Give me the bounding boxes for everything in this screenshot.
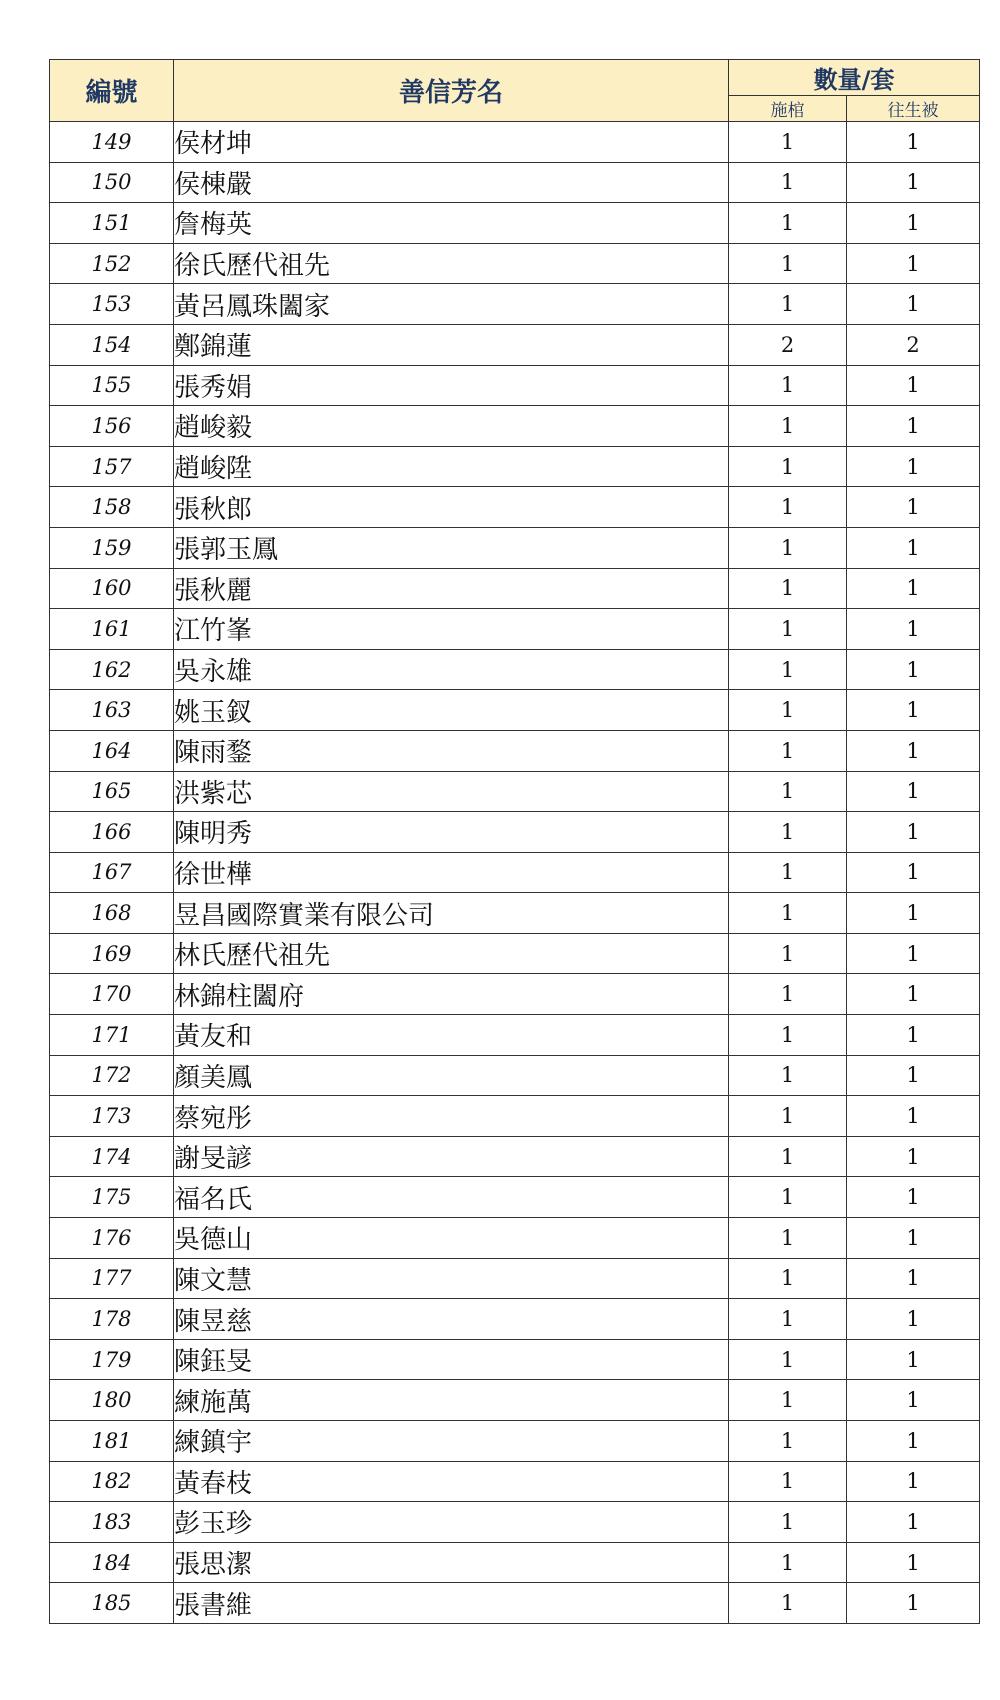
row-number: 151 (50, 203, 174, 244)
row-quilt-qty: 1 (847, 1055, 980, 1096)
row-quilt-qty: 1 (847, 933, 980, 974)
table-row (50, 812, 980, 853)
row-quilt-qty: 1 (847, 446, 980, 487)
row-name: 姚玉釵 (174, 690, 729, 731)
table-row (50, 690, 980, 731)
row-quilt-qty: 1 (847, 974, 980, 1015)
row-coffin-qty: 1 (729, 933, 847, 974)
row-quilt-qty: 1 (847, 609, 980, 650)
table-row (50, 933, 980, 974)
table-row (50, 1542, 980, 1583)
row-coffin-qty: 1 (729, 812, 847, 853)
header-quantity: 數量/套 (729, 60, 980, 96)
row-quilt-qty: 1 (847, 1258, 980, 1299)
row-coffin-qty: 1 (729, 1583, 847, 1624)
row-number: 160 (50, 568, 174, 609)
row-quilt-qty: 1 (847, 1583, 980, 1624)
row-quilt-qty: 1 (847, 487, 980, 528)
table-row (50, 284, 980, 325)
row-coffin-qty: 1 (729, 1015, 847, 1056)
row-number: 150 (50, 162, 174, 203)
row-number: 152 (50, 243, 174, 284)
row-name: 張思潔 (174, 1542, 729, 1583)
row-name: 黃呂鳳珠闔家 (174, 284, 729, 325)
row-coffin-qty: 1 (729, 243, 847, 284)
table-row (50, 1380, 980, 1421)
row-quilt-qty: 1 (847, 1015, 980, 1056)
row-coffin-qty: 1 (729, 1299, 847, 1340)
row-quilt-qty: 1 (847, 203, 980, 244)
table-row (50, 730, 980, 771)
row-name: 黃友和 (174, 1015, 729, 1056)
table-row (50, 446, 980, 487)
row-name: 顏美鳳 (174, 1055, 729, 1096)
row-quilt-qty: 1 (847, 1136, 980, 1177)
row-number: 157 (50, 446, 174, 487)
row-name: 陳昱慈 (174, 1299, 729, 1340)
row-coffin-qty: 1 (729, 527, 847, 568)
row-coffin-qty: 1 (729, 122, 847, 163)
row-coffin-qty: 1 (729, 730, 847, 771)
row-coffin-qty: 1 (729, 1055, 847, 1096)
row-coffin-qty: 1 (729, 1380, 847, 1421)
row-name: 洪紫芯 (174, 771, 729, 812)
table-row (50, 1258, 980, 1299)
row-coffin-qty: 1 (729, 446, 847, 487)
row-coffin-qty: 1 (729, 1461, 847, 1502)
row-coffin-qty: 1 (729, 1502, 847, 1543)
table-row (50, 893, 980, 934)
row-name: 蔡宛彤 (174, 1096, 729, 1137)
row-number: 163 (50, 690, 174, 731)
table-row (50, 771, 980, 812)
row-quilt-qty: 1 (847, 1502, 980, 1543)
row-coffin-qty: 1 (729, 487, 847, 528)
row-coffin-qty: 1 (729, 1339, 847, 1380)
row-number: 175 (50, 1177, 174, 1218)
row-coffin-qty: 1 (729, 203, 847, 244)
row-number: 176 (50, 1218, 174, 1259)
row-name: 吳德山 (174, 1218, 729, 1259)
table-row (50, 1583, 980, 1624)
row-name: 林氏歷代祖先 (174, 933, 729, 974)
row-name: 張秋郎 (174, 487, 729, 528)
row-coffin-qty: 1 (729, 1177, 847, 1218)
row-coffin-qty: 1 (729, 893, 847, 934)
row-number: 168 (50, 893, 174, 934)
row-coffin-qty: 1 (729, 365, 847, 406)
row-name: 趙峻毅 (174, 406, 729, 447)
row-number: 173 (50, 1096, 174, 1137)
row-coffin-qty: 2 (729, 324, 847, 365)
row-number: 162 (50, 649, 174, 690)
row-coffin-qty: 1 (729, 1421, 847, 1462)
row-quilt-qty: 1 (847, 162, 980, 203)
row-name: 徐世樺 (174, 852, 729, 893)
row-coffin-qty: 1 (729, 284, 847, 325)
row-name: 侯材坤 (174, 122, 729, 163)
row-name: 林錦柱闔府 (174, 974, 729, 1015)
row-coffin-qty: 1 (729, 771, 847, 812)
row-name: 侯棟嚴 (174, 162, 729, 203)
row-coffin-qty: 1 (729, 1258, 847, 1299)
row-name: 張書維 (174, 1583, 729, 1624)
row-coffin-qty: 1 (729, 649, 847, 690)
table-row (50, 487, 980, 528)
table-row (50, 406, 980, 447)
table-row (50, 162, 980, 203)
row-number: 178 (50, 1299, 174, 1340)
table-row (50, 1502, 980, 1543)
row-quilt-qty: 1 (847, 1380, 980, 1421)
table-row (50, 1461, 980, 1502)
row-number: 182 (50, 1461, 174, 1502)
row-coffin-qty: 1 (729, 609, 847, 650)
row-quilt-qty: 1 (847, 1096, 980, 1137)
row-number: 159 (50, 527, 174, 568)
row-number: 155 (50, 365, 174, 406)
row-number: 172 (50, 1055, 174, 1096)
row-name: 黃春枝 (174, 1461, 729, 1502)
table-row (50, 1218, 980, 1259)
row-number: 154 (50, 324, 174, 365)
row-name: 練施萬 (174, 1380, 729, 1421)
row-coffin-qty: 1 (729, 1096, 847, 1137)
row-name: 趙峻陞 (174, 446, 729, 487)
row-number: 184 (50, 1542, 174, 1583)
row-name: 陳鈺旻 (174, 1339, 729, 1380)
table-row (50, 1339, 980, 1380)
table-row (50, 609, 980, 650)
row-quilt-qty: 2 (847, 324, 980, 365)
table-row (50, 852, 980, 893)
table-row (50, 527, 980, 568)
row-quilt-qty: 1 (847, 893, 980, 934)
row-coffin-qty: 1 (729, 406, 847, 447)
row-quilt-qty: 1 (847, 365, 980, 406)
donor-table (49, 59, 980, 1624)
row-number: 180 (50, 1380, 174, 1421)
row-name: 昱昌國際實業有限公司 (174, 893, 729, 934)
row-number: 183 (50, 1502, 174, 1543)
table-row (50, 1055, 980, 1096)
row-name: 江竹峯 (174, 609, 729, 650)
row-quilt-qty: 1 (847, 852, 980, 893)
row-coffin-qty: 1 (729, 690, 847, 731)
row-name: 吳永雄 (174, 649, 729, 690)
table-row (50, 1015, 980, 1056)
row-name: 張郭玉鳳 (174, 527, 729, 568)
row-quilt-qty: 1 (847, 406, 980, 447)
table-row (50, 649, 980, 690)
table-row (50, 1136, 980, 1177)
row-quilt-qty: 1 (847, 284, 980, 325)
row-quilt-qty: 1 (847, 1339, 980, 1380)
table-row (50, 243, 980, 284)
row-name: 陳明秀 (174, 812, 729, 853)
row-name: 張秀娟 (174, 365, 729, 406)
row-number: 149 (50, 122, 174, 163)
table-row (50, 365, 980, 406)
row-name: 徐氏歷代祖先 (174, 243, 729, 284)
row-quilt-qty: 1 (847, 690, 980, 731)
row-coffin-qty: 1 (729, 162, 847, 203)
row-quilt-qty: 1 (847, 122, 980, 163)
table-row (50, 1096, 980, 1137)
row-number: 153 (50, 284, 174, 325)
row-coffin-qty: 1 (729, 974, 847, 1015)
row-coffin-qty: 1 (729, 852, 847, 893)
table-row (50, 974, 980, 1015)
row-quilt-qty: 1 (847, 1421, 980, 1462)
row-quilt-qty: 1 (847, 812, 980, 853)
row-number: 166 (50, 812, 174, 853)
table-row (50, 324, 980, 365)
row-coffin-qty: 1 (729, 1218, 847, 1259)
row-quilt-qty: 1 (847, 1461, 980, 1502)
row-quilt-qty: 1 (847, 1177, 980, 1218)
header-coffin: 施棺 (729, 96, 847, 122)
row-name: 福名氏 (174, 1177, 729, 1218)
row-name: 練鎮宇 (174, 1421, 729, 1462)
row-name: 陳雨鍪 (174, 730, 729, 771)
row-number: 156 (50, 406, 174, 447)
table-body (50, 122, 980, 1624)
table-row (50, 203, 980, 244)
table-header (50, 60, 980, 122)
row-name: 謝旻諺 (174, 1136, 729, 1177)
header-name: 善信芳名 (174, 60, 729, 122)
row-quilt-qty: 1 (847, 730, 980, 771)
row-quilt-qty: 1 (847, 243, 980, 284)
row-number: 181 (50, 1421, 174, 1462)
row-quilt-qty: 1 (847, 1218, 980, 1259)
row-number: 179 (50, 1339, 174, 1380)
table-row (50, 1177, 980, 1218)
row-number: 165 (50, 771, 174, 812)
row-number: 171 (50, 1015, 174, 1056)
row-coffin-qty: 1 (729, 1542, 847, 1583)
row-quilt-qty: 1 (847, 771, 980, 812)
row-name: 彭玉珍 (174, 1502, 729, 1543)
row-name: 鄭錦蓮 (174, 324, 729, 365)
table-row (50, 1299, 980, 1340)
row-number: 169 (50, 933, 174, 974)
row-number: 177 (50, 1258, 174, 1299)
header-quilt: 往生被 (847, 96, 980, 122)
row-name: 張秋麗 (174, 568, 729, 609)
row-coffin-qty: 1 (729, 1136, 847, 1177)
row-number: 164 (50, 730, 174, 771)
header-number: 編號 (50, 60, 174, 122)
row-number: 167 (50, 852, 174, 893)
row-coffin-qty: 1 (729, 568, 847, 609)
row-number: 158 (50, 487, 174, 528)
row-number: 170 (50, 974, 174, 1015)
row-quilt-qty: 1 (847, 1299, 980, 1340)
table-row (50, 122, 980, 163)
row-quilt-qty: 1 (847, 527, 980, 568)
row-quilt-qty: 1 (847, 1542, 980, 1583)
table-row (50, 1421, 980, 1462)
row-quilt-qty: 1 (847, 568, 980, 609)
row-quilt-qty: 1 (847, 649, 980, 690)
row-number: 185 (50, 1583, 174, 1624)
row-name: 詹梅英 (174, 203, 729, 244)
row-name: 陳文慧 (174, 1258, 729, 1299)
table-row (50, 568, 980, 609)
row-number: 161 (50, 609, 174, 650)
row-number: 174 (50, 1136, 174, 1177)
